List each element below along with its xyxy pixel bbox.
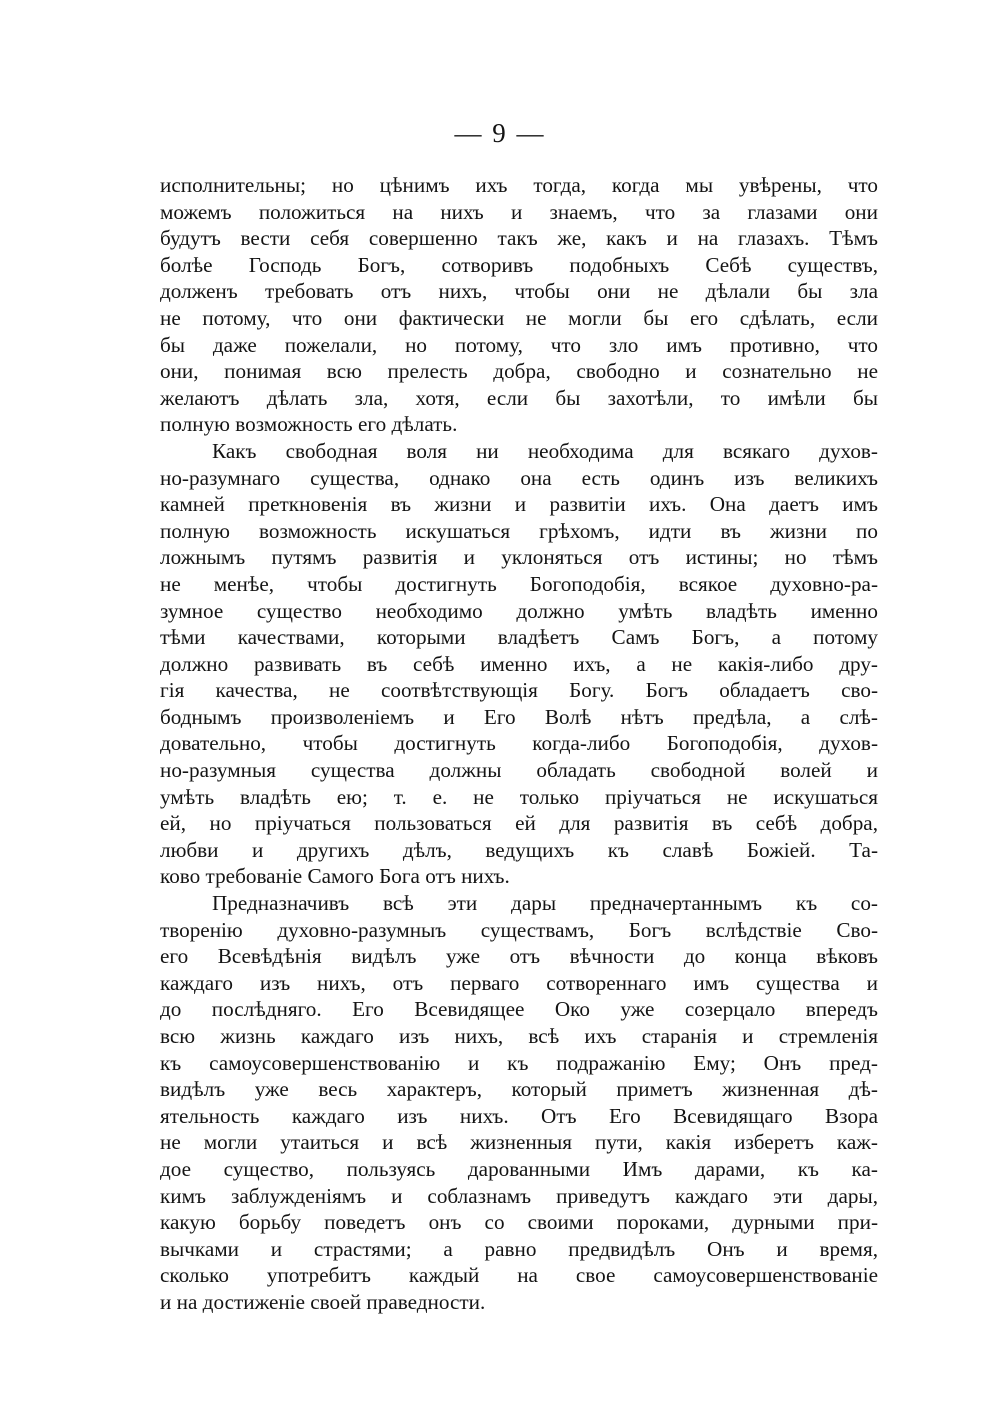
text-line: умѣть владѣть ею; т. е. не только пріучаться не искушаться [160, 784, 878, 809]
text-line: какую борьбу поведетъ онъ со своими пороками, дурными при- [160, 1210, 878, 1235]
text-line: ей, но пріучаться пользоваться ей для развитія въ себѣ добра, [160, 811, 878, 836]
text-line: вычками и страстями; а равно предвидѣлъ Онъ и время, [160, 1236, 878, 1261]
text-line: каждаго изъ нихъ, отъ перваго сотвореннаго имъ существа и [160, 970, 878, 995]
body-text [160, 172, 878, 1316]
text-line: долженъ требовать отъ нихъ, чтобы они не дѣлали бы зла [160, 279, 878, 304]
text-line: любви и другихъ дѣлъ, ведущихъ къ славѣ Божіей. Та- [160, 837, 878, 862]
text-line: до послѣдняго. Его Всевидящее Око уже созерцало впередъ [160, 997, 878, 1022]
text-line: и на достиженіе своей праведности. [160, 1289, 486, 1314]
text-line: будутъ вести себя совершенно такъ же, какъ и на глазахъ. Тѣмъ [160, 226, 878, 251]
text-line: тѣми качествами, которыми владѣетъ Самъ Богъ, а потому [160, 625, 878, 650]
text-line: гія качества, не соотвѣтствующія Богу. Богъ обладаетъ сво- [160, 678, 878, 703]
text-line: Какъ свободная воля ни необходима для всякаго духов- [212, 438, 878, 463]
text-line: кимъ заблужденіямъ и соблазнамъ приведутъ каждаго эти дары, [160, 1183, 878, 1208]
text-line: желаютъ дѣлать зла, хотя, если бы захотѣли, то имѣли бы [160, 385, 878, 410]
text-line: его Всевѣдѣнія видѣлъ уже отъ вѣчности до конца вѣковъ [160, 944, 878, 969]
text-line: творенію духовно-разумныъ существамъ, Богъ вслѣдствіе Сво- [160, 917, 878, 942]
text-line: къ самоусовершенствованію и къ подражанію Ему; Онъ пред- [160, 1050, 878, 1075]
text-line: боднымъ произволеніемъ и Его Волѣ нѣтъ предѣла, а слѣ- [160, 704, 878, 729]
text-line: ково требованіе Самого Бога отъ нихъ. [160, 864, 510, 889]
text-line: можемъ положиться на нихъ и знаемъ, что за глазами они [160, 199, 878, 224]
text-line: ложнымъ путямъ развитія и уклоняться отъ истины; но тѣмъ [160, 545, 878, 570]
text-line: полную возможность искушаться грѣхомъ, идти въ жизни по [160, 518, 878, 543]
paragraph-3 [160, 890, 878, 1316]
text-line: дое существо, пользуясь дарованными Имъ дарами, къ ка- [160, 1156, 878, 1181]
text-line: зумное существо необходимо должно умѣть владѣть именно [160, 598, 878, 623]
text-line: довательно, чтобы достигнуть когда-либо Богоподобія, духов- [160, 731, 878, 756]
text-line: ятельность каждаго изъ нихъ. Отъ Его Всевидящаго Взора [160, 1103, 878, 1128]
paragraph-2 [160, 438, 878, 890]
text-line: не потому, что они фактически не могли бы его сдѣлать, если [160, 305, 878, 330]
text-line: исполнительны; но цѣнимъ ихъ тогда, когда мы увѣрены, что [160, 173, 878, 197]
text-line: полную возможность его дѣлать. [160, 412, 458, 437]
text-line: болѣе Господь Богъ, сотворивъ подобныхъ Себѣ существъ, [160, 252, 878, 277]
text-line: не менѣе, чтобы достигнуть Богоподобія, всякое духовно-ра- [160, 571, 878, 596]
text-line: должно развивать въ себѣ именно ихъ, а не какія-либо дру- [160, 651, 878, 676]
page-number: — 9 — [454, 118, 546, 148]
text-line: Предназначивъ всѣ эти дары предначертаннымъ къ со- [212, 891, 878, 916]
text-line: всю жизнь каждаго изъ нихъ, всѣ ихъ старанія и стремленія [160, 1024, 878, 1048]
text-line: но-разумныя существа должны обладать свободной волей и [160, 758, 878, 783]
text-line: бы даже пожелали, но потому, что зло имъ противно, что [160, 332, 878, 357]
text-line: не могли утаиться и всѣ жизненныя пути, какія изберетъ каж- [160, 1130, 878, 1155]
text-line: они, понимая всю прелесть добра, свободно и сознательно не [160, 359, 878, 384]
text-line: но-разумнаго существа, однако она есть одинъ изъ великихъ [160, 465, 878, 490]
text-line: видѣлъ уже весь характеръ, который приметъ жизненная дѣ- [160, 1077, 878, 1102]
text-line: сколько употребитъ каждый на свое самоусовершенствованіе [160, 1263, 878, 1288]
text-line: камней преткновенія въ жизни и развитіи ихъ. Она даетъ имъ [160, 492, 878, 517]
paragraph-1 [160, 172, 878, 438]
